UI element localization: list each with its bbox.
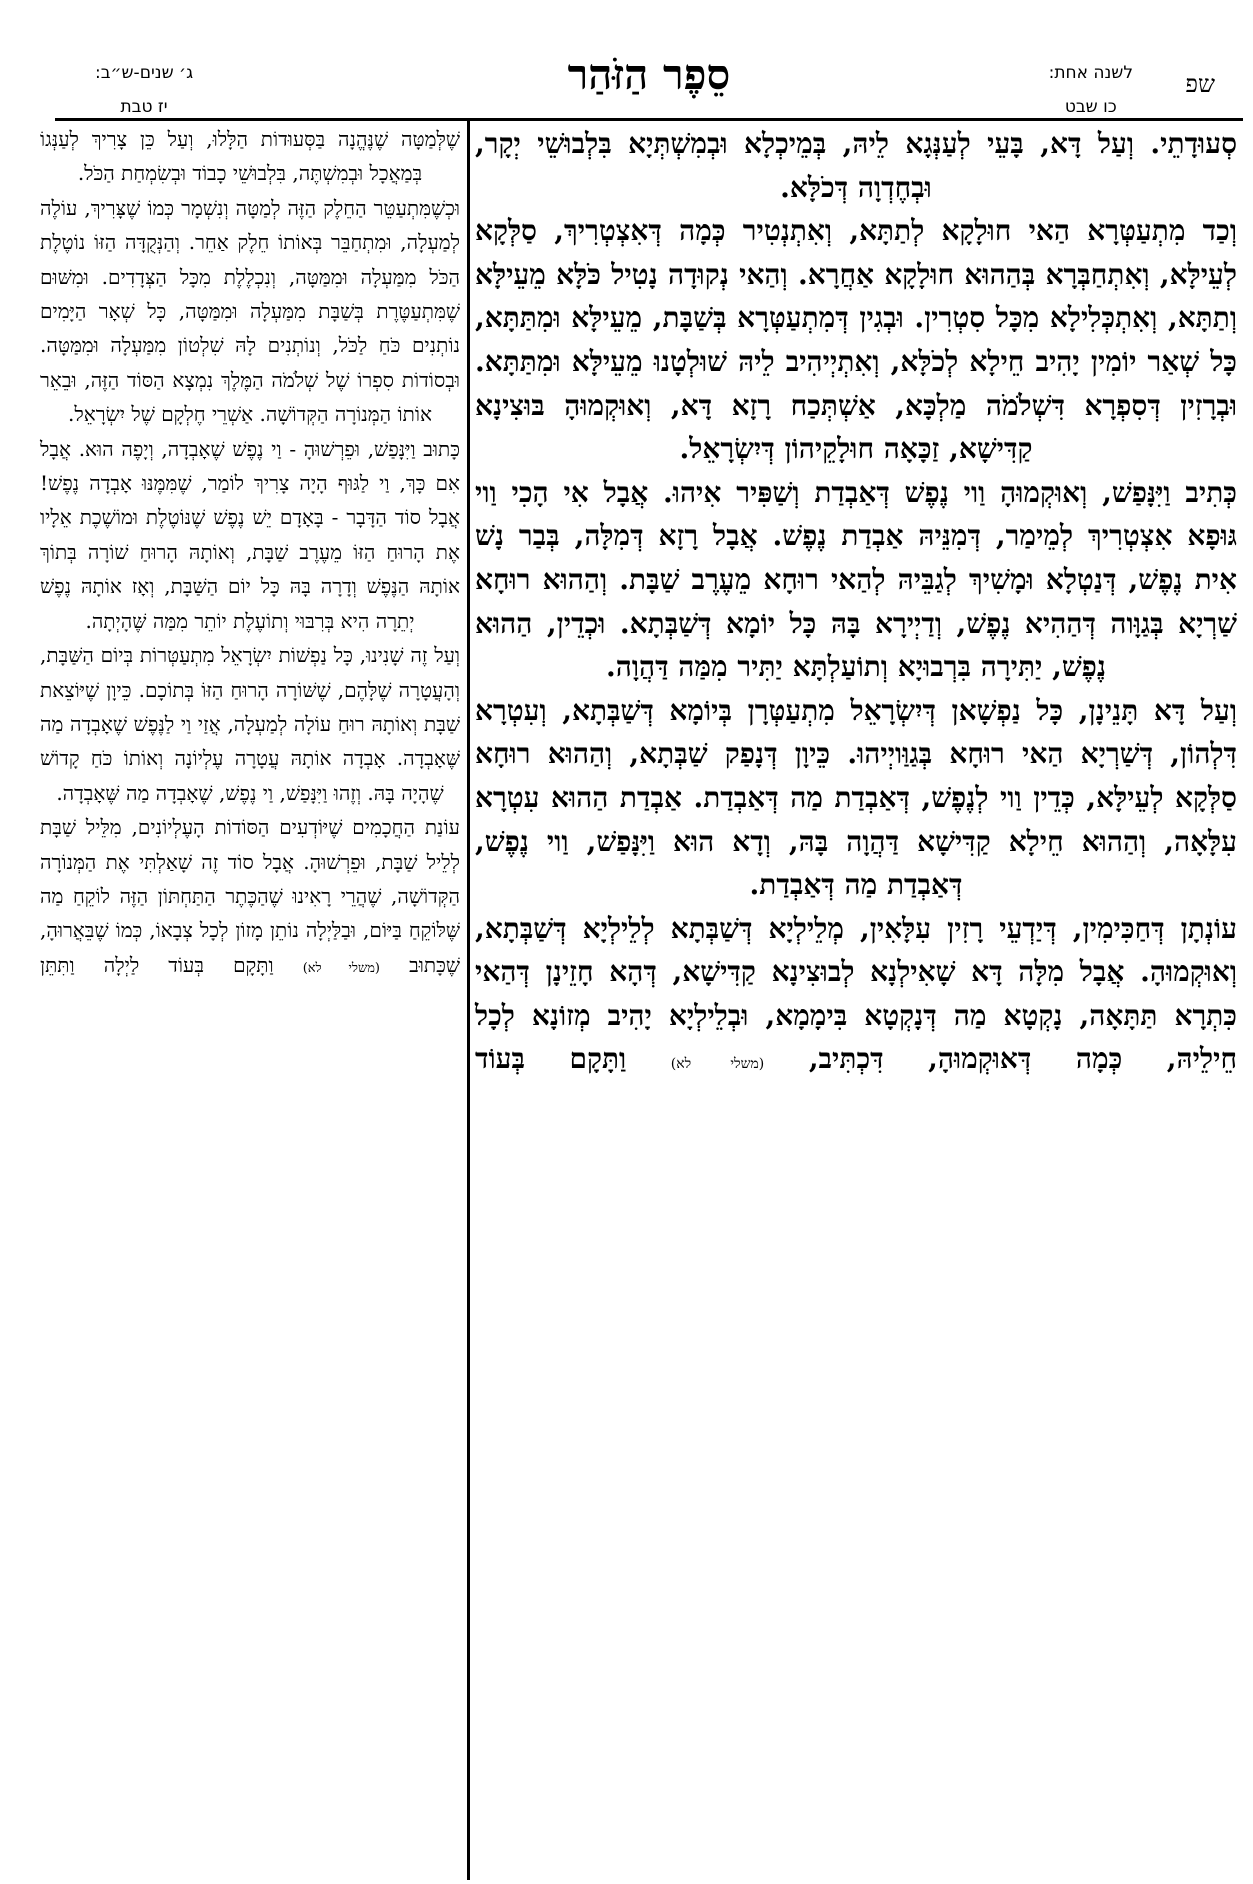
main-scripture-reference: (משלי לא) bbox=[670, 1056, 765, 1073]
main-paragraph-5-text: עוֹנְתָן דְּחַכִּימִין, דְּיַדְעֵי רָזִין עִלָּאִין, מְלֵילְיָא דְּשַׁבְּתָא לְלֵילְיָא דְּשַׁבְּתָא, וְאוּקְמוּהָ. אֲבָל מִלָּה דָּא שָׁאִילְנָא לְבוּצִינָא קַדִּישָׁא, דְּהָא חָזֵינָן דְּהַאי כִּתְרָא תַּתָּאָה, נָקְטָא מַה דְּנָקְטָא בִּימָמָא, וּבְלֵילְיָא יָהִיב מְזוֹנָא לְכָל חֵילֵיהּ, כְּמָה דְּאוּקְמוּהָ, דִּכְתִּיב, bbox=[475, 911, 1238, 1076]
side-paragraph-3: כָּתוּב וַיִּנָּפַשׁ, וּפֵרְשׁוּהָ - וַי נֶפֶשׁ שֶׁאָבְדָה, וְיָפֶה הוּא. אֲבָל אִם כָּךְ, וַי לַגּוּף הָיָה צָרִיךְ לוֹמַר, שֶׁמִּמֶּנּוּ אָבְדָה נֶפֶשׁ! אֲבָל סוֹד הַדָּבָר - בָּאָדָם יֵשׁ נֶפֶשׁ שֶׁנּוֹטֶלֶת וּמוֹשֶׁכֶת אֵלָיו אֶת הָרוּחַ הַזּוֹ מֵעֶרֶב שַׁבָּת, וְאוֹתָהּ הָרוּחַ שׁוֹרָה בְּתוֹךְ אוֹתָהּ הַנֶּפֶשׁ וְדָרָה בָּהּ כָּל יוֹם הַשַּׁבָּת, וְאָז אוֹתָהּ נֶפֶשׁ יְתֵרָה הִיא בְּרִבּוּי וְתוֹעֶלֶת יוֹתֵר מִמַּה שֶּׁהָיְתָה. bbox=[40, 436, 460, 633]
page-header bbox=[55, 48, 1243, 118]
side-scripture-reference: (משלי לא) bbox=[302, 960, 380, 976]
side-paragraph-4: וְעַל זֶה שָׁנִינוּ, כָּל נַפְשׁוֹת יִשְׂרָאֵל מִתְעַטְּרוֹת בְּיוֹם הַשַּׁבָּת, וְהָעֲטָרָה שֶׁלָּהֶם, שֶׁשּׁוֹרָה הָרוּחַ הַזּוֹ בְּתוֹכָם. כֵּיוָן שֶׁיּוֹצֵאת שַׁבָּת וְאוֹתָהּ רוּחַ עוֹלָה לְמַעְלָה, אֲזַי וַי לַנֶּפֶשׁ שֶׁאָבְדָה מַה שֶּׁאָבְדָה. אָבְדָה אוֹתָהּ עֲטָרָה עֶלְיוֹנָה וְאוֹתוֹ כֹּחַ קָדוֹשׁ שֶׁהָיָה בָּהּ. וְזֶהוּ וַיִּנָּפַשׁ, וַי נֶפֶשׁ, שֶׁאָבְדָה מַה שֶּׁאָבְדָה. bbox=[40, 643, 460, 805]
side-paragraph-1: שֶׁלְּמַטָּה שֶׁנֶּהֱנָה בַּסְּעוּדוֹת הַלָּלוּ, וְעַל כֵּן צָרִיךְ לְעַנְּגוֹ בְּמַאֲכָל וּבְמִשְׁתֶּה, בִּלְבוּשֵׁי כָבוֹד וּבְשִׂמְחַת הַכֹּל. bbox=[40, 127, 460, 186]
side-paragraph-5 bbox=[40, 810, 460, 986]
column-divider bbox=[467, 118, 470, 1880]
header-right-line1: לשנה אחת: bbox=[1048, 63, 1133, 83]
main-paragraph-5-end: וַתָּקָם בְּעוֹד bbox=[475, 1042, 627, 1076]
header-right-line2: כו שבט bbox=[1064, 97, 1117, 117]
main-paragraph-1: סְעוּדָתֵי. וְעַל דָּא, בָּעֵי לְעַנְּגָא לֵיהּ, בְּמֵיכְלָא וּבְמִשְׁתְּיָא בִּלְבוּשֵׁי יְקָר, וּבְחֶדְוָה דְּכֹלָּא. bbox=[475, 127, 1237, 204]
hebrew-translation-column bbox=[40, 122, 460, 986]
main-paragraph-2: וְכַד מִתְעַטְּרָא הַאי חוּלָקָא לְתַתָּא, וְאִתְנְטִיר כְּמָה דְּאִצְטְרִיךְ, סַלְּקָא לְעֵילָּא, וְאִתְחַבְּרָא בְּהַהוּא חוּלָקָא אַחֲרָא. וְהַאי נְקוּדָה נָטִיל כֹּלָּא מֵעֵילָּא וְתַתָּא, וְאִתְכְּלִילָא מִכָּל סִטְרִין. וּבְגִין דְּמִתְעַטְּרָא בְּשַׁבָּת, מֵעֵילָּא וּמִתַּתָּא, כָּל שְׁאַר יוֹמִין יָהִיב חֵילָא לְכֹלָּא, וְאִתְיְיהִיב לֵיהּ שׁוּלְטָנוּ מֵעֵילָּא וּמִתַּתָּא. וּבְרָזִין דְּסִפְרָא דִּשְׁלֹמֹה מַלְכָּא, אַשְׁתְּכַח רָזָא דָּא, וְאוּקְמוּהָ בּוּצִינָא קַדִּישָׁא, זַכָּאָה חוּלָקֵיהוֹן דְּיִשְׂרָאֵל. bbox=[475, 214, 1237, 466]
main-paragraph-3: כְּתִיב וַיִּנָּפַשׁ, וְאוּקְמוּהָ וַוי נֶפֶשׁ דְּאַבְדַת וְשַׁפִּיר אִיהוּ. אֲבָל אִי הָכִי וַוי גּוּפָא אִצְטְרִיךְ לְמֵימַר, דְּמִנֵּיהּ אַבְדַת נֶפֶשׁ. אֲבָל רָזָא דְּמִלָּה, בְּבַר נָשׁ אִית נֶפֶשׁ, דְּנַטְלָא וּמָשִׁיךְ לְגַבֵּיהּ לְהַאי רוּחָא מֵעֶרֶב שַׁבָּת. וְהַהוּא רוּחָא שַׁרְיָא בְּגַוָּוה דְּהַהִיא נֶפֶשׁ, וְדַיְירָא בָּהּ כָּל יוֹמָא דְּשַׁבְּתָא. וּכְדֵין, הַהוּא נֶפֶשׁ, יַתִּירָה בִּרְבוּיָא וְתוֹעַלְתָּא יַתִּיר מִמַּה דַּהֲוָה. bbox=[475, 475, 1237, 684]
header-rule bbox=[55, 118, 1243, 121]
aramaic-text-column bbox=[475, 122, 1237, 1087]
book-title: סֵפֶר הַזֹּהַר bbox=[567, 50, 731, 99]
page-number: שפ bbox=[1185, 70, 1215, 98]
header-left-line1: ג׳ שנים-ש״ב: bbox=[95, 63, 194, 83]
main-paragraph-5 bbox=[475, 907, 1237, 1087]
side-paragraph-5-end: וַתָּקָם בְּעוֹד לַיְלָה וַתִּתֵּן bbox=[40, 952, 274, 977]
header-left-line2: יז טבת bbox=[120, 97, 168, 117]
header-left-info bbox=[95, 56, 193, 124]
side-paragraph-5-text: עוֹנַת הַחֲכָמִים שֶׁיּוֹדְעִים הַסּוֹדוֹת הָעֶלְיוֹנִים, מִלֵּיל שַׁבָּת לְלֵיל שַׁבָּת, וּפֵרְשׁוּהָ. אֲבָל סוֹד זֶה שָׁאַלְתִּי אֶת הַמְּנוֹרָה הַקְּדוֹשָׁה, שֶׁהֲרֵי רָאִינוּ שֶׁהַכֶּתֶר הַתַּחְתּוֹן הַזֶּה לוֹקֵחַ מַה שֶּׁלּוֹקֵחַ בַּיּוֹם, וּבַלַּיְלָה נוֹתֵן מָזוֹן לְכָל צְבָאוֹ, כְּמוֹ שֶׁבֵּאֲרוּהָ, שֶׁכָּתוּב bbox=[40, 815, 460, 977]
side-paragraph-2: וּכְשֶׁמִּתְעַטֵּר הַחֵלֶק הַזֶּה לְמַטָּה וְנִשְׁמָר כְּמוֹ שֶׁצָּרִיךְ, עוֹלֶה לְמַעְלָה, וּמִתְחַבֵּר בְּאוֹתוֹ חֵלֶק אַחֵר. וְהַנְּקֻדָּה הַזּוֹ נוֹטֶלֶת הַכֹּל מִמַּעְלָה וּמִמַּטָּה, וְנִכְלֶלֶת מִכָּל הַצְּדָדִים. וּמִשּׁוּם שֶׁמִּתְעַטֶּרֶת בְּשַׁבָּת מִמַּעְלָה וּמִמַּטָּה, כָּל שְׁאָר הַיָּמִים נוֹתְנִים כֹּחַ לַכֹּל, וְנוֹתְנִים לָהּ שִׁלְטוֹן מִמַּעְלָה וּמִמַּטָּה. וּבְסוֹדוֹת סִפְרוֹ שֶׁל שְׁלֹמֹה הַמֶּלֶךְ נִמְצָא הַסּוֹד הַזֶּה, וּבֵאֵר אוֹתוֹ הַמְּנוֹרָה הַקְּדוֹשָׁה. אַשְׁרֵי חֶלְקָם שֶׁל יִשְׂרָאֵל. bbox=[40, 195, 461, 427]
main-paragraph-4: וְעַל דָּא תָּנֵינָן, כָּל נַפְשָׁאן דְּיִשְׂרָאֵל מִתְעַטְּרָן בְּיוֹמָא דְּשַׁבְּתָא, וְעִטְרָא דִּלְהוֹן, דְּשַׁרְיָא הַאי רוּחָא בְּגַוַּויְיהוּ. כֵּיוָן דְּנָפַק שַׁבְּתָא, וְהַהוּא רוּחָא סַלְּקָא לְעֵילָּא, כְּדֵין וַוי לְנֶפֶשׁ, דְּאַבְדַת מַה דְּאַבְדַת. אַבְדַת הַהוּא עִטְרָא עִלָּאָה, וְהַהוּא חֵילָא קַדִּישָׁא דַּהֲוָה בָּהּ, וְדָא הוּא וַיִּנָּפַשׁ, וַוי נֶפֶשׁ, דְּאַבְדַת מַה דְּאַבְדַת. bbox=[475, 693, 1237, 902]
